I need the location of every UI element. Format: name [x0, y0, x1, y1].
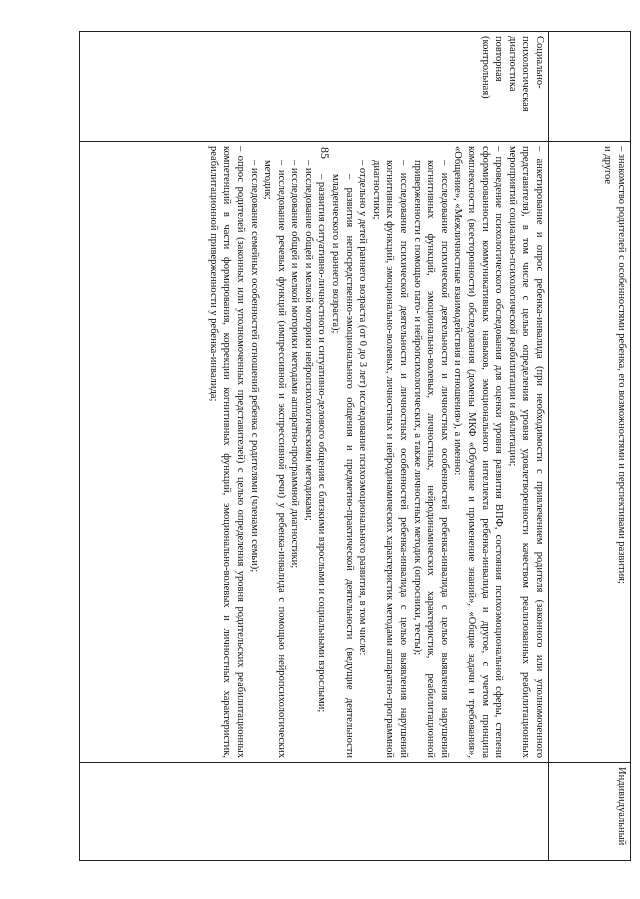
content-line: – знакомство родителей с особенностями ребенка, его возможностями и перспективами развития;	[616, 146, 627, 584]
service-table	[79, 31, 631, 861]
service-form-cell: Индивидуальный	[549, 763, 631, 861]
service-content-cell	[80, 142, 549, 763]
list-item: – исследование психической деятельности и личностных особенностей ребенка-инвалида с целью выявления нарушений когнитивных функций, эмоционально-волевых, личностных, нейродинамических характеристик, реабилитационной приверженности с помощью пато- и нейропсихологических, а также личностных методик (опросники, тесты);	[411, 160, 450, 758]
list-item: – развития ситуативно-личностного и ситуативно-делового общения с близкими взрослыми и социальными взрослыми;	[316, 174, 328, 713]
list-item: – развития непосредственно-эмоционального общения и предметно-практической деятельности (ведущие деятельности младенческого и раннего возраста);	[330, 174, 355, 758]
rotated-page	[79, 31, 631, 860]
service-content-cell	[549, 142, 631, 763]
content-line: и другое	[602, 146, 614, 185]
list-item: – исследование общей и мелкой моторики нейропсихологическими методиками;	[302, 160, 314, 521]
list-item: – исследование общей и мелкой моторики методами аппаратно-программной диагностики;	[289, 160, 301, 569]
table-row	[549, 32, 631, 861]
list-item: – отдельно у детей раннего возраста (от 0 до 3 лет) исследование психоэмоционального развития, в том числе:	[357, 160, 369, 656]
list-item: – исследование речевых функций (импрессивной и экспрессивной речи) у ребенка-инвалида с помощью нейропсихологических методик;	[262, 160, 287, 758]
service-name-cell	[549, 32, 631, 142]
page-number: 85	[318, 147, 332, 159]
service-form-cell	[80, 763, 549, 861]
list-item: – исследование семейных особенностей отношений ребенка с родителями (членами семьи);	[248, 160, 260, 573]
list-item: – проведение психологического обследования для оценки уровня развития ВПФ, состояния психоэмоциональной сферы, степени сформированности коммуникативных навыков, эмоционального интеллекта ребенка-инвалида и другое, с учетом принципа комплексности (всесторонности) обследования (домены МКФ «Обучение и применение знаний», «Общие задачи и требования», «Общение», «Межличностные взаимодействия и отношения»), а именно:	[452, 146, 505, 758]
list-item: – анкетирование и опрос ребенка-инвалида (при необходимости с привлечением родителя (законного или уполномоченного представителя), в том числе с целью определения уровня удовлетворенности качеством реализованных реабилитационных мероприятий социально-психологической реабилитации и абилитации;	[506, 146, 545, 758]
table-row	[80, 32, 549, 861]
list-item: – исследование психической деятельности и личностных особенностей ребенка-инвалида с целью выявления нарушений когнитивных функций, эмоционально-волевых, личностных и нейродинамических характеристик методами аппаратно-программной диагностики;	[370, 160, 410, 758]
service-name-cell: Социально-психологическая диагностика повторная (контрольная)	[80, 32, 549, 142]
list-item: – опрос родителей (законных или уполномоченных представителей) с целью определения уровня родительских реабилитационных компетенций в части формирования, коррекции когнитивных функций, эмоционально-волевых и личностных характеристик, реабилитационной приверженности у ребенка-инвалида;	[207, 146, 246, 758]
